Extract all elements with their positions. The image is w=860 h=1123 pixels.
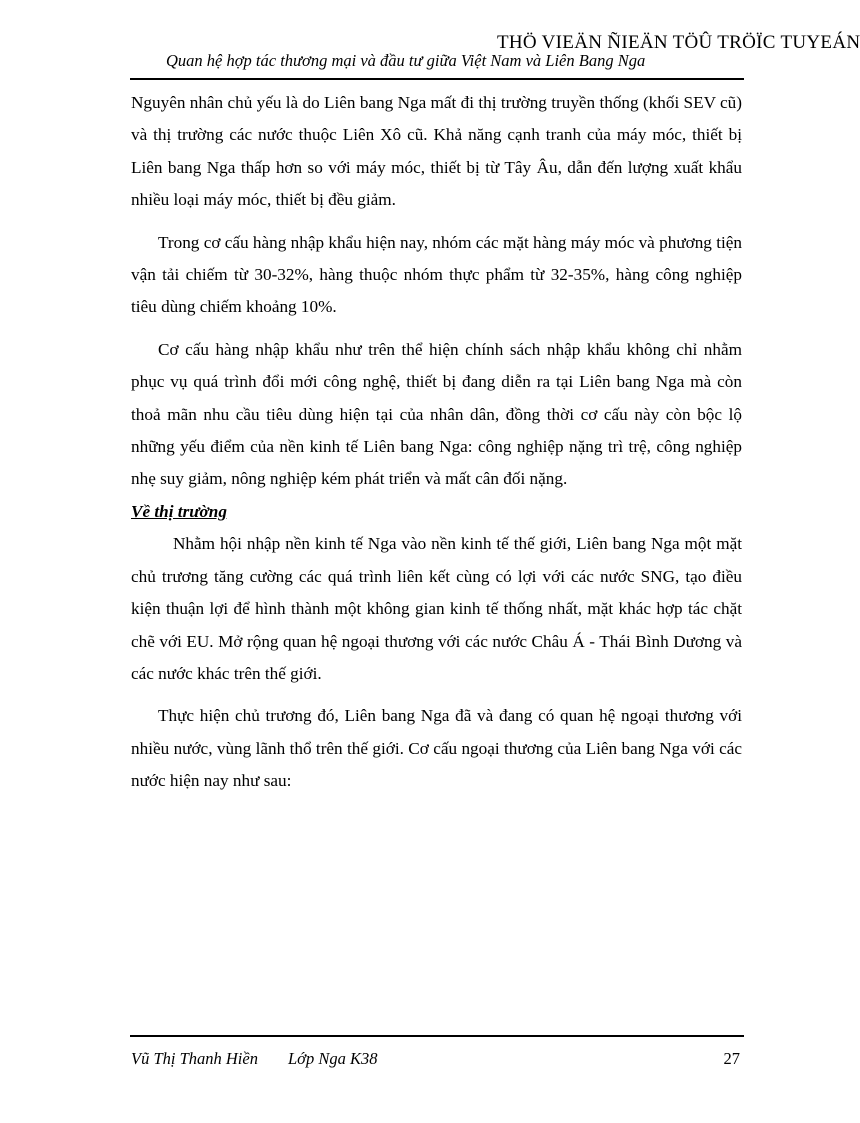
footer-class: Lớp Nga K38 <box>287 1049 378 1068</box>
footer-author: Vũ Thị Thanh Hiền <box>131 1049 258 1068</box>
page-footer <box>131 1051 742 1068</box>
paragraph-5: Thực hiện chủ trương đó, Liên bang Nga đã và đang có quan hệ ngoại thương với nhiều nước, vùng lãnh thổ trên thế giới. Cơ cấu ngoại thương của Liên bang Nga với các nước hiện nay như sau: <box>131 706 742 791</box>
running-title: Quan hệ hợp tác thương mại và đầu tư giữa Việt Nam và Liên Bang Nga <box>166 51 646 70</box>
page-number: 27 <box>723 1049 740 1068</box>
header-divider <box>130 78 744 80</box>
site-watermark: THÖ VIEÄN ÑIEÄN TÖÛ TRÖÏC TUYEÁN <box>497 32 860 53</box>
paragraph-2: Trong cơ cấu hàng nhập khẩu hiện nay, nhóm các mặt hàng máy móc và phương tiện vận tải chiếm từ 30-32%, hàng thuộc nhóm thực phẩm từ 32-35%, hàng công nghiệp tiêu dùng chiếm khoảng 10%. <box>131 232 742 317</box>
paragraph-3: Cơ cấu hàng nhập khẩu như trên thể hiện chính sách nhập khẩu không chỉ nhằm phục vụ quá trình đổi mới công nghệ, thiết bị đang diễn ra tại Liên bang Nga mà còn thoả mãn nhu cầu tiêu dùng hiện tại của nhân dân, đồng thời cơ cấu này còn bộc lộ những yếu điểm của nền kinh tế Liên bang Nga: công nghiệp nặng trì trệ, công nghiệp nhẹ suy giảm, nông nghiệp kém phát triển và mất cân đối nặng. <box>131 339 742 489</box>
footer-divider <box>130 1035 744 1037</box>
paragraph-1: Nguyên nhân chủ yếu là do Liên bang Nga mất đi thị trường truyền thống (khối SEV cũ) và thị trường các nước thuộc Liên Xô cũ. Khả năng cạnh tranh của máy móc, thiết bị Liên bang Nga thấp hơn so với máy móc, thiết bị từ Tây Âu, dẫn đến lượng xuất khẩu nhiều loại máy móc, thiết bị đều giảm. <box>131 93 742 210</box>
paragraph-4: Nhằm hội nhập nền kinh tế Nga vào nền kinh tế thế giới, Liên bang Nga một mặt chủ trương tăng cường các quá trình liên kết cùng có lợi với các nước SNG, tạo điều kiện thuận lợi để hình thành một không gian kinh tế thống nhất, mặt khác hợp tác chặt chẽ với EU. Mở rộng quan hệ ngoại thương với các nước Châu Á - Thái Bình Dương và các nước khác trên thế giới. <box>131 534 742 683</box>
page-body <box>131 87 742 798</box>
section-subheading: Về thị trường <box>131 501 227 521</box>
